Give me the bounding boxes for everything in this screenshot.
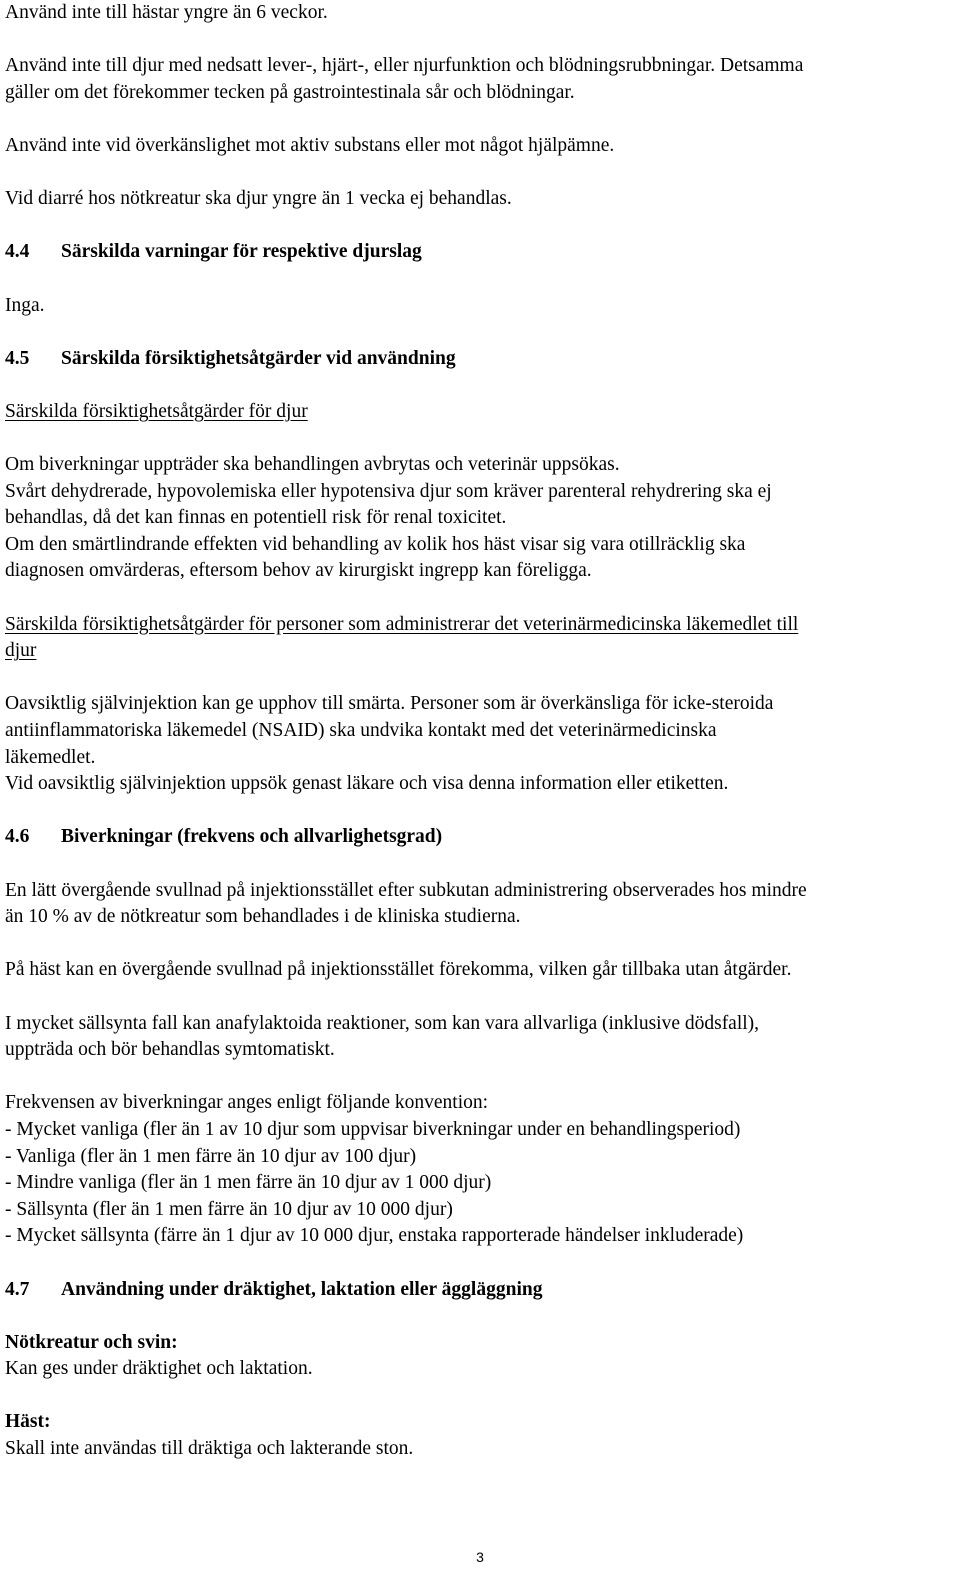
user-precaution-line: Oavsiktlig självinjektion kan ge upphov till smärta. Personer som är överkänsliga för icke-steroida xyxy=(5,693,774,715)
frequency-list-item: - Vanliga (fler än 1 men färre än 10 djur av 100 djur) xyxy=(5,1145,417,1167)
frequency-list-item: - Mycket sällsynta (färre än 1 djur av 10 000 djur, enstaka rapporterade händelser inkluderade) xyxy=(5,1225,744,1247)
precaution-line: diagnosen omvärderas, eftersom behov av kirurgiskt ingrepp kan föreligga. xyxy=(5,560,592,582)
precaution-line: Om den smärtlindrande effekten vid behandling av kolik hos häst visar sig vara otillräcklig ska xyxy=(5,533,746,555)
adverse-reaction-horse: På häst kan en övergående svullnad på injektionsstället förekomma, vilken går tillbaka utan åtgärder. xyxy=(5,959,792,981)
subheading-horse: Häst: xyxy=(5,1411,51,1433)
precaution-line: Svårt dehydrerade, hypovolemiska eller hypotensiva djur som kräver parenteral rehydrering ska ej xyxy=(5,480,772,502)
section-4-4-heading xyxy=(5,239,955,266)
section-title: Särskilda varningar för respektive djurslag xyxy=(61,241,422,263)
section-title: Biverkningar (frekvens och allvarlighetsgrad) xyxy=(61,826,443,848)
contraindication-hypersensitivity: Använd inte vid överkänslighet mot aktiv substans eller mot något hjälpämne. xyxy=(5,134,615,156)
frequency-list-item: - Sällsynta (fler än 1 men färre än 10 djur av 10 000 djur) xyxy=(5,1198,453,1220)
section-title: Särskilda försiktighetsåtgärder vid användning xyxy=(61,347,456,369)
frequency-list-item: - Mindre vanliga (fler än 1 men färre än 10 djur av 1 000 djur) xyxy=(5,1172,492,1194)
user-precaution-line: Vid oavsiktlig självinjektion uppsök genast läkare och visa denna information eller etiketten. xyxy=(5,773,729,795)
section-number: 4.7 xyxy=(5,1278,30,1300)
section-number: 4.4 xyxy=(5,241,30,263)
subheading-persons-line-1: Särskilda försiktighetsåtgärder för personer som administrerar det veterinärmedicinska läkemedlet till xyxy=(5,613,799,635)
section-4-4-text: Inga. xyxy=(5,294,45,316)
contraindication-diarrhea: Vid diarré hos nötkreatur ska djur yngre än 1 vecka ej behandlas. xyxy=(5,188,512,210)
subheading-animals: Särskilda försiktighetsåtgärder för djur xyxy=(5,400,308,422)
frequency-list-item: - Mycket vanliga (fler än 1 av 10 djur som uppvisar biverkningar under en behandlingsperiod) xyxy=(5,1118,741,1140)
contraindication-horses: Använd inte till hästar yngre än 6 veckor. xyxy=(5,2,328,23)
subheading-cattle-pigs: Nötkreatur och svin: xyxy=(5,1331,178,1353)
anaphylactoid-line-1: I mycket sällsynta fall kan anafylaktoida reaktioner, som kan vara allvarliga (inklusive dödsfall), xyxy=(5,1012,760,1034)
section-number: 4.6 xyxy=(5,826,30,848)
precaution-line: Om biverkningar uppträder ska behandlingen avbrytas och veterinär uppsökas. xyxy=(5,454,620,476)
contraindication-organs-line-2: gäller om det förekommer tecken på gastrointestinala sår och blödningar. xyxy=(5,81,575,103)
adverse-reaction-cattle-line-2: än 10 % av de nötkreatur som behandlades i de kliniska studierna. xyxy=(5,906,521,928)
section-title: Användning under dräktighet, laktation eller äggläggning xyxy=(61,1278,543,1300)
subheading-persons-line-2: djur xyxy=(5,640,37,662)
section-4-5-heading xyxy=(5,346,955,373)
section-number: 4.5 xyxy=(5,347,30,369)
adverse-reaction-cattle-line-1: En lätt övergående svullnad på injektionsstället efter subkutan administrering observerades hos mindre xyxy=(5,879,807,901)
cattle-pigs-text: Kan ges under dräktighet och laktation. xyxy=(5,1358,313,1380)
document-body xyxy=(5,0,955,1463)
anaphylactoid-line-2: uppträda och bör behandlas symtomatiskt. xyxy=(5,1039,335,1061)
page-number: 3 xyxy=(476,1549,484,1565)
precaution-line: behandlas, då det kan finnas en potentiell risk för renal toxicitet. xyxy=(5,507,507,529)
section-4-7-heading xyxy=(5,1277,955,1304)
horse-text: Skall inte användas till dräktiga och lakterande ston. xyxy=(5,1438,414,1460)
section-4-6-heading xyxy=(5,824,955,851)
contraindication-organs-line-1: Använd inte till djur med nedsatt lever-, hjärt-, eller njurfunktion och blödningsrubbningar. Detsamma xyxy=(5,55,804,77)
user-precaution-line: läkemedlet. xyxy=(5,746,96,768)
frequency-intro: Frekvensen av biverkningar anges enligt följande konvention: xyxy=(5,1092,489,1114)
user-precaution-line: antiinflammatoriska läkemedel (NSAID) ska undvika kontakt med det veterinärmedicinska xyxy=(5,720,717,742)
